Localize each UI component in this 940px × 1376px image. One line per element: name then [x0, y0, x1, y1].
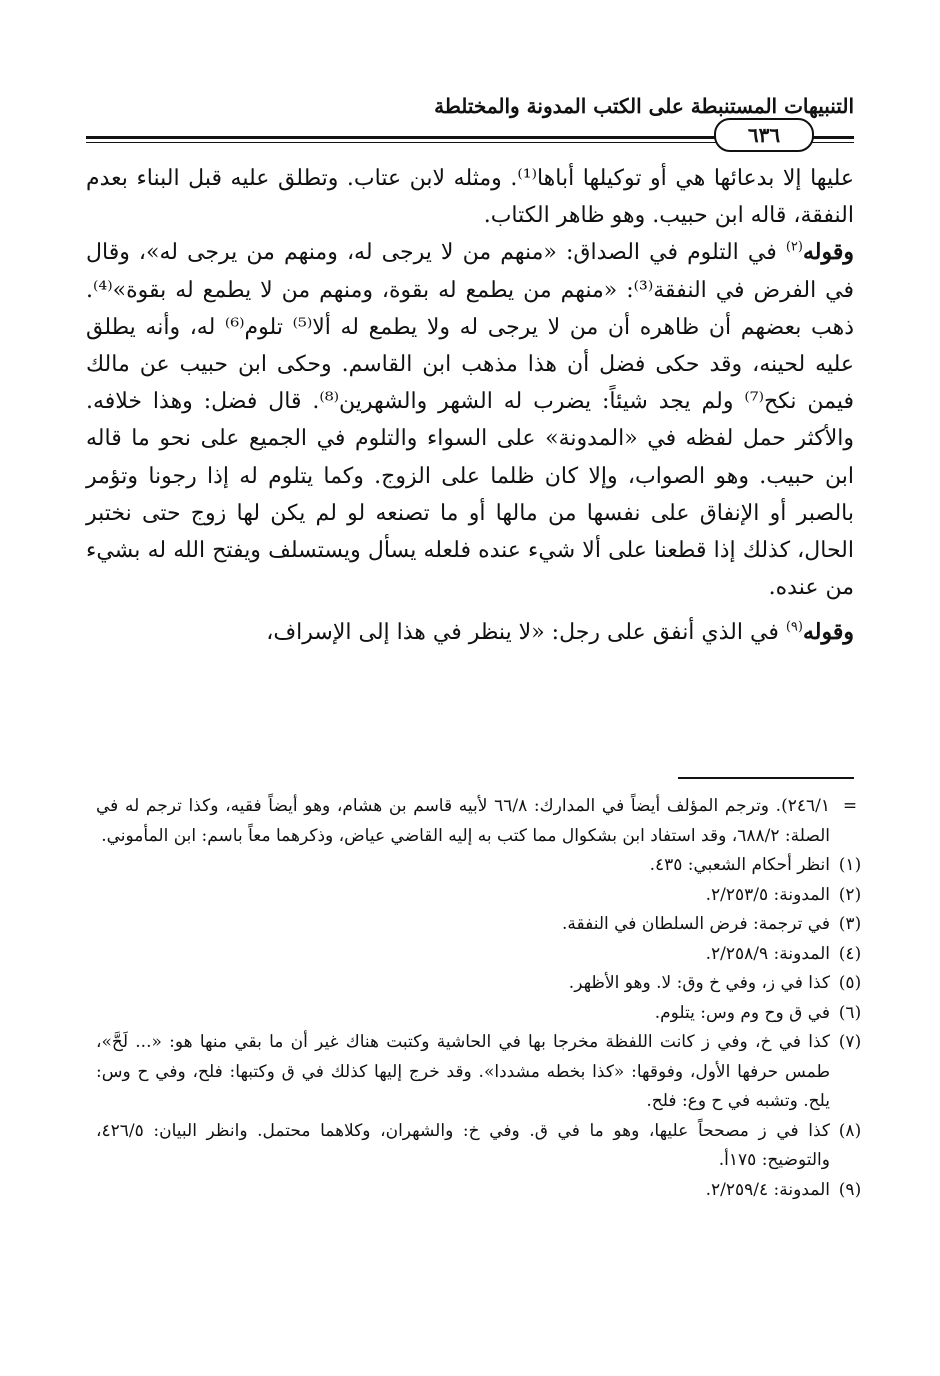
- footnote-text: المدونة: ٢/٢٥٣/٥.: [705, 884, 830, 905]
- footnote-text: ٢٤٦/١). وترجم المؤلف أيضاً في المدارك: ٦٦/٨ لأبيه قاسم بن هشام، وهو أيضاً فقيه، وكذا ترجم له في الصلة: ٦٨٨/٢، وقد استفاد ابن بشكوال مما كتب به إليه القاضي عياض، وذكرهما معاً باسم: ابن المأموني.: [96, 796, 830, 846]
- paragraph-2-lead: وقوله: [802, 239, 854, 266]
- header-title: التنبيهات المستنبطة على الكتب المدونة والمختلطة: [434, 94, 854, 118]
- footnote-text: في ق وح وم وس: يتلوم.: [654, 1002, 830, 1023]
- footnote-text: في ترجمة: فرض السلطان في النفقة.: [561, 914, 830, 934]
- paragraph-3-text: في الذي أنفق على رجل: «لا ينظر في هذا إلى الإسراف،: [266, 620, 786, 646]
- footnote-number: =: [842, 796, 858, 816]
- footnotes: [86, 792, 870, 1205]
- footnote-number: (٣): [838, 914, 862, 934]
- paragraph-3-note: (٩): [785, 620, 803, 636]
- footnote-continued: [86, 792, 870, 851]
- footnote-6: [86, 999, 870, 1029]
- footnote-text: كذا في ز مصححاً عليها، وهو ما في ق. وفي خ: والشهران، وكلاهما محتمل. وانظر البيان: ٤٢٦/٥، والتوضيح: ١٧٥أ.: [96, 1120, 830, 1170]
- footnote-separator: [678, 777, 854, 779]
- footnote-number: (٩): [838, 1179, 862, 1200]
- main-text: [86, 160, 854, 652]
- footnote-text: كذا في خ، وفي ز كانت اللفظة مخرجا بها في الحاشية وكتبت هناك غير أن ما بقي منها هو: «... لَحَّ»، طمس حرفها الأول، وفوقها: «كذا بخطه مشددا». وقد خرج إليها كذلك في ق وكتبها: فلح، وفي ح وس: يلح. وتشبه في ح وع: فلح.: [96, 1032, 830, 1111]
- footnote-text: كذا في ز، وفي خ وق: لا. وهو الأظهر.: [568, 973, 830, 993]
- footnote-1: [86, 851, 870, 881]
- footnote-number: (٨): [838, 1120, 862, 1141]
- footnote-text: المدونة: ٢/٢٥٩/٤.: [705, 1179, 830, 1200]
- footnote-number: (٤): [838, 943, 862, 964]
- footnote-text: المدونة: ٢/٢٥٨/٩.: [705, 943, 830, 964]
- footnote-text: انظر أحكام الشعبي: ٤٣٥.: [649, 855, 830, 875]
- footnote-9: [86, 1176, 870, 1206]
- footnote-2: [86, 881, 870, 911]
- footnote-number: (١): [838, 855, 862, 875]
- page-number: ٦٣٦: [714, 118, 814, 152]
- footnote-number: (٧): [838, 1032, 862, 1052]
- footnote-5: [86, 969, 870, 999]
- footnote-number: (٦): [838, 1002, 862, 1023]
- paragraph-3-lead: وقوله: [802, 619, 854, 646]
- paragraph-1: عليها إلا بدعائها هي أو توكيلها أباها⁽¹⁾. ومثله لابن عتاب. وتطلق عليه قبل البناء بعدم النفقة، قاله ابن حبيب. وهو ظاهر الكتاب.: [86, 166, 854, 229]
- footnote-4: [86, 940, 870, 970]
- footnote-number: (٢): [838, 884, 862, 905]
- paragraph-2: [86, 234, 854, 606]
- paragraph-2-text: في التلوم في الصداق: «منهم من لا يرجى له، ومنهم من يرجى له»، وقال في الفرض في النفقة⁽³⁾: «منهم من يطمع له بقوة، ومنهم من لا يطمع له بقوة»⁽⁴⁾. ذهب بعضهم أن ظاهره أن من لا يرجى له ولا يطمع له ألا⁽⁵⁾ تلوم⁽⁶⁾ له، وأنه يطلق عليه لحينه، وقد حكى فضل أن هذا مذهب ابن القاسم. وحكى ابن حبيب عن مالك فيمن نكح⁽⁷⁾ ولم يجد شيئاً: يضرب له الشهر والشهرين⁽⁸⁾. قال فضل: وهذا خلافه. والأكثر حمل لفظه في «المدونة» على السواء والتلوم في الجميع على نحو ما قاله ابن حبيب. وهو الصواب، وإلا كان ظلما على الزوج. وكما يتلوم له إذا رجونا وتؤمر بالصبر أو الإنفاق على نفسها من مالها أو ما تصنعه لو لم يكن لها زوج حتى نختبر الحال، كذلك إذا قطعنا على ألا شيء عنده فلعله يسأل ويستسلف ويفتح الله له بشيء من عنده.: [86, 240, 854, 601]
- footnote-7: [86, 1028, 870, 1117]
- footnote-8: [86, 1117, 870, 1176]
- paragraph-2-note: (٢): [785, 240, 803, 256]
- footnote-number: (٥): [838, 973, 862, 993]
- footnote-3: [86, 910, 870, 940]
- paragraph-3: [86, 614, 854, 651]
